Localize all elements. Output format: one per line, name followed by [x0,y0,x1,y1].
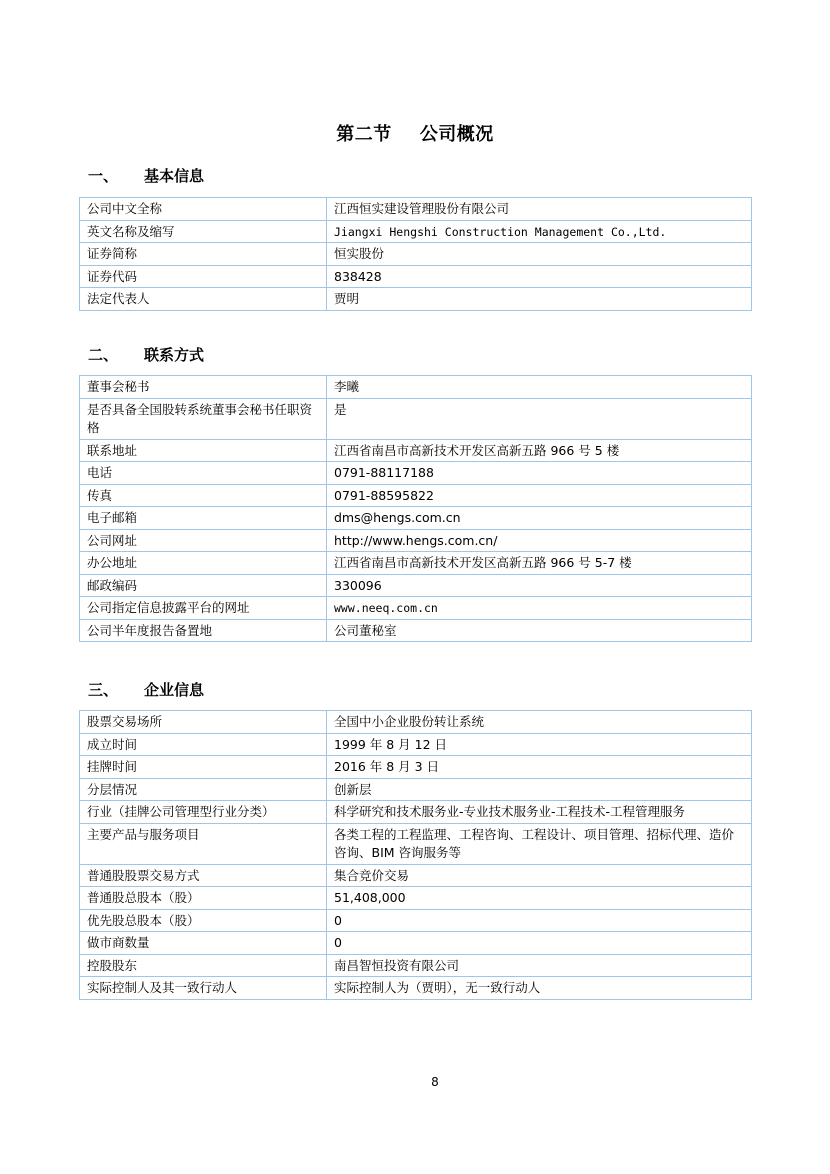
table-row [80,733,752,756]
table-row [80,243,752,266]
section-title: 企业信息 [144,681,205,699]
table-row [80,462,752,485]
row-label: 电子邮箱 [80,507,327,530]
table-row [80,711,752,734]
section-heading-contact [88,344,204,365]
row-value: 江西省南昌市高新技术开发区高新五路 966 号 5 楼 [327,439,752,462]
table-row [80,552,752,575]
row-value: 恒实股份 [327,243,752,266]
section-heading-company-info [88,679,204,700]
row-label: 做市商数量 [80,932,327,955]
row-label: 普通股总股本（股） [80,887,327,910]
section-title: 基本信息 [144,167,205,185]
row-value: 330096 [327,574,752,597]
row-label: 控股股东 [80,954,327,977]
row-value: 贾明 [327,288,752,311]
page-title-text: 公司概况 [419,124,494,145]
row-label: 传真 [80,484,327,507]
table-row [80,977,752,1000]
row-value: 各类工程的工程监理、工程咨询、工程设计、项目管理、招标代理、造价咨询、BIM 咨询服务等 [327,823,752,864]
table-row [80,778,752,801]
section-heading-basic-info [88,165,204,186]
table-row [80,376,752,399]
table-row [80,507,752,530]
row-value: 0791-88117188 [327,462,752,485]
page-number: 8 [431,1075,439,1089]
row-label: 股票交易场所 [80,711,327,734]
row-value: Jiangxi Hengshi Construction Management Co.,Ltd. [327,220,752,243]
table-row [80,398,752,439]
table-row [80,756,752,779]
row-value: 0 [327,932,752,955]
row-value: www.neeq.com.cn [327,597,752,620]
row-value: 838428 [327,265,752,288]
section-number: 三、 [88,681,119,699]
row-value: 集合竞价交易 [327,864,752,887]
row-label: 分层情况 [80,778,327,801]
row-value: 实际控制人为（贾明），无一致行动人 [327,977,752,1000]
row-label: 联系地址 [80,439,327,462]
table-row [80,439,752,462]
table-row [80,823,752,864]
row-label: 主要产品与服务项目 [80,823,327,864]
table-row [80,484,752,507]
row-label: 公司中文全称 [80,198,327,221]
basic-info-table [79,197,752,311]
row-label: 英文名称及缩写 [80,220,327,243]
row-value: 创新层 [327,778,752,801]
row-value: 51,408,000 [327,887,752,910]
contact-table [79,375,752,642]
table-row [80,529,752,552]
row-value: 全国中小企业股份转让系统 [327,711,752,734]
row-label: 公司半年度报告备置地 [80,619,327,642]
table-row [80,265,752,288]
row-value: 1999 年 8 月 12 日 [327,733,752,756]
row-value: 0791-88595822 [327,484,752,507]
row-label: 证券简称 [80,243,327,266]
company-info-table [79,710,752,1000]
row-label: 成立时间 [80,733,327,756]
row-label: 是否具备全国股转系统董事会秘书任职资格 [80,398,327,439]
row-label: 电话 [80,462,327,485]
table-row [80,574,752,597]
table-row [80,198,752,221]
table-row [80,619,752,642]
row-value: 江西省南昌市高新技术开发区高新五路 966 号 5-7 楼 [327,552,752,575]
row-label: 行业（挂牌公司管理型行业分类） [80,801,327,824]
table-row [80,597,752,620]
row-value: 0 [327,909,752,932]
table-row [80,864,752,887]
row-label: 董事会秘书 [80,376,327,399]
row-value: 是 [327,398,752,439]
row-label: 公司指定信息披露平台的网址 [80,597,327,620]
row-label: 优先股总股本（股） [80,909,327,932]
page-title [0,120,830,146]
row-value: dms@hengs.com.cn [327,507,752,530]
row-value: 南昌智恒投资有限公司 [327,954,752,977]
table-row [80,887,752,910]
row-value: http://www.hengs.com.cn/ [327,529,752,552]
row-value: 江西恒实建设管理股份有限公司 [327,198,752,221]
table-row [80,801,752,824]
table-row [80,932,752,955]
row-label: 普通股股票交易方式 [80,864,327,887]
row-label: 法定代表人 [80,288,327,311]
row-value: 李曦 [327,376,752,399]
row-value: 2016 年 8 月 3 日 [327,756,752,779]
row-label: 实际控制人及其一致行动人 [80,977,327,1000]
row-label: 公司网址 [80,529,327,552]
table-row [80,909,752,932]
section-number: 一、 [88,167,119,185]
section-title: 联系方式 [144,346,205,364]
page-title-section: 第二节 [336,124,392,145]
section-number: 二、 [88,346,119,364]
row-label: 办公地址 [80,552,327,575]
row-value: 科学研究和技术服务业-专业技术服务业-工程技术-工程管理服务 [327,801,752,824]
table-row [80,220,752,243]
row-label: 证券代码 [80,265,327,288]
row-label: 挂牌时间 [80,756,327,779]
row-value: 公司董秘室 [327,619,752,642]
row-label: 邮政编码 [80,574,327,597]
table-row [80,288,752,311]
table-row [80,954,752,977]
